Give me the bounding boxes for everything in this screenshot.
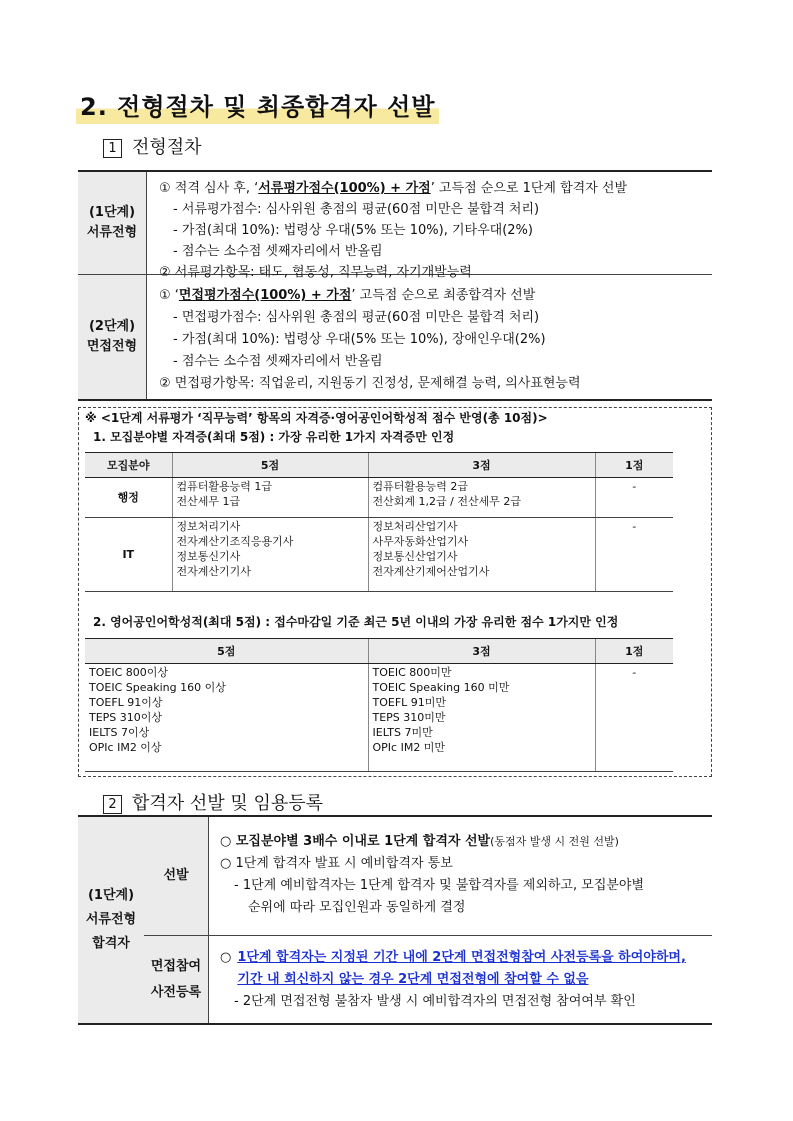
stage2-label-line2: 면접전형 [86, 339, 138, 354]
stage2-line5: ② 면접평가항목: 직업윤리, 지원동기 진정성, 문제해결 능력, 의사표현능력 [159, 376, 581, 391]
pre-registration-label [144, 936, 209, 1023]
lang-item: TOEIC 800이상 [89, 666, 168, 679]
stage1-line4: - 점수는 소수점 셋째자리에서 반올림 [173, 244, 383, 259]
lang-item: IELTS 7미만 [372, 726, 433, 739]
cert-item: 전자계산기제어산업기사 [372, 565, 490, 578]
cert-5pt-cell [172, 518, 368, 592]
subsection-label: 합격자 선발 및 임용등록 [132, 793, 324, 814]
cert-title: 1. 모집분야별 자격증(최대 5점) : 가장 유리한 1가지 자격증만 인정 [93, 430, 455, 444]
cert-header-field: 모집분야 [85, 453, 172, 478]
cert-item: 정보처리산업기사 [372, 520, 458, 533]
cert-item: 전산회계 1,2급 / 전산세무 2급 [372, 495, 521, 508]
stage1-line3: - 가점(최대 10%): 법령상 우대(5% 또는 10%), 기타우대(2%) [173, 223, 533, 238]
selection-content [220, 831, 706, 919]
stage1-passer-label [78, 817, 145, 1023]
subsection-label: 전형절차 [132, 137, 202, 158]
selection-registration-table [78, 815, 712, 1025]
stage1-score-formula: 서류평가점수(100%) + 가점 [258, 181, 431, 196]
lang-1pt-cell: - [595, 664, 673, 772]
selection-line4: 순위에 따라 모집인원과 동일하게 결정 [248, 900, 466, 915]
pre-registration-label-line2: 사전등록 [150, 984, 202, 1000]
cert-item: 전자계산기기사 [176, 565, 251, 578]
stage2-line2: - 면접평가점수: 심사위원 총점의 평균(60점 미만은 불합격 처리) [173, 310, 540, 325]
stage1-label-line1: (1단계) [88, 205, 136, 220]
selection-line3: - 1단계 예비합격자는 1단계 합격자 및 불합격자를 제외하고, 모집분야별 [234, 878, 645, 893]
stage1-label-line2: 서류전형 [86, 225, 138, 240]
stage2-line1: ① ‘면접평가점수(100%) + 가점’ 고득점 순으로 최종합격자 선발 [159, 288, 536, 303]
cert-1pt-cell: - [595, 518, 673, 592]
lang-item: OPIc IM2 이상 [89, 741, 162, 754]
cert-5pt-cell [172, 478, 368, 518]
row-divider [144, 935, 712, 936]
cert-header-row [85, 453, 673, 478]
stage2-line3: - 가점(최대 10%): 법령상 우대(5% 또는 10%), 장애인우대(2%) [173, 332, 546, 347]
lang-3pt-cell [368, 664, 595, 772]
cert-item: 정보통신기사 [176, 550, 241, 563]
lang-item: OPIc IM2 미만 [372, 741, 446, 754]
cert-1pt-cell: - [595, 478, 673, 518]
cert-table [85, 452, 673, 592]
lang-item: TOEFL 91미만 [372, 696, 447, 709]
bullet: ○ [220, 950, 232, 965]
pre-registration-warning-line1: 1단계 합격자는 지정된 기간 내에 2단계 면접전형참여 사전등록을 하여야하며, [237, 950, 686, 965]
lang-item: TEPS 310이상 [89, 711, 163, 724]
cert-3pt-cell [368, 478, 595, 518]
stage1-row [78, 172, 712, 280]
selection-line1 [220, 831, 706, 853]
stage1-line2: - 서류평가점수: 심사위원 총점의 평균(60점 미만은 불합격 처리) [173, 202, 540, 217]
stage2-line4: - 점수는 소수점 셋째자리에서 반올림 [173, 354, 383, 369]
pre-registration-warning-line2: 기간 내 회신하지 않는 경우 2단계 면접전형에 참여할 수 없음 [237, 972, 589, 987]
stage1-line5: ② 서류평가항목: 태도, 협동성, 직무능력, 자기개발능력 [159, 265, 472, 280]
cert-header-5pt: 5점 [172, 453, 368, 478]
cert-item: 사무자동화산업기사 [372, 535, 469, 548]
stage2-score-formula: 면접평가점수(100%) + 가점 [178, 288, 352, 303]
section-title: 2. 전형절차 및 최종합격자 선발 [76, 90, 439, 124]
cert-item: 정보통신산업기사 [372, 550, 458, 563]
subsection-number: 1 [103, 139, 122, 158]
note-header: ※ <1단계 서류평가 ‘직무능력’ 항목의 자격증·영어공인어학성적 점수 반영(총 10점)> [85, 411, 548, 425]
stage2-label-line1: (2단계) [88, 319, 136, 334]
selection-label [144, 817, 209, 935]
lang-header-3pt: 3점 [368, 639, 595, 664]
subsection-heading-2 [103, 792, 323, 816]
passer-label-line2: 서류전형 [85, 912, 137, 927]
cert-row-admin [85, 478, 673, 518]
lang-row [85, 664, 673, 772]
lang-header-5pt: 5점 [85, 639, 368, 664]
stage1-content [147, 172, 712, 280]
cert-field: 행정 [85, 478, 172, 518]
pre-registration-content [220, 947, 706, 1013]
lang-header-1pt: 1점 [595, 639, 673, 664]
stage2-row [78, 275, 712, 399]
lang-header-row [85, 639, 673, 664]
lang-item: TEPS 310미만 [372, 711, 446, 724]
selection-label-text: 선발 [163, 868, 189, 883]
stage1-line1: ① 적격 심사 후, ‘서류평가점수(100%) + 가점’ 고득점 순으로 1단계 합격자 선발 [159, 181, 628, 196]
stage2-label [78, 275, 147, 399]
lang-5pt-cell [85, 664, 368, 772]
passer-label-line1: (1단계) [87, 888, 135, 903]
cert-item: 컴퓨터활용능력 1급 [176, 480, 273, 493]
selection-rule-note: (동점자 발생 시 전원 선발) [490, 835, 619, 848]
cert-item: 전산세무 1급 [176, 495, 241, 508]
cert-3pt-cell [368, 518, 595, 592]
lang-item: TOEIC Speaking 160 미만 [372, 681, 510, 694]
pre-registration-label-line1: 면접참여 [150, 958, 202, 974]
cert-header-3pt: 3점 [368, 453, 595, 478]
lang-title: 2. 영어공인어학성적(최대 5점) : 접수마감일 기준 최근 5년 이내의 가장 유리한 점수 1가지만 인정 [93, 615, 619, 629]
subsection-number: 2 [103, 795, 122, 814]
cert-row-it [85, 518, 673, 592]
selection-rule: ○ 모집분야별 3배수 이내로 1단계 합격자 선발 [220, 834, 491, 849]
lang-table [85, 638, 673, 772]
cert-item: 전자계산기조직응용기사 [176, 535, 294, 548]
lang-item: TOEIC 800미만 [372, 666, 452, 679]
selection-procedure-table [78, 170, 712, 401]
cert-field: IT [85, 518, 172, 592]
cert-item: 컴퓨터활용능력 2급 [372, 480, 469, 493]
cert-item: 정보처리기사 [176, 520, 241, 533]
lang-item: TOEIC Speaking 160 이상 [89, 681, 226, 694]
stage2-content [147, 275, 712, 399]
cert-header-1pt: 1점 [595, 453, 673, 478]
subsection-heading-1 [103, 136, 202, 160]
selection-line2: ○ 1단계 합격자 발표 시 예비합격자 통보 [220, 856, 453, 871]
lang-item: IELTS 7이상 [89, 726, 150, 739]
passer-label-line3: 합격자 [92, 936, 130, 951]
stage1-label [78, 172, 147, 274]
lang-item: TOEFL 91이상 [89, 696, 163, 709]
score-note-box [78, 407, 712, 777]
pre-registration-line3: - 2단계 면접전형 불참자 발생 시 예비합격자의 면접전형 참여여부 확인 [234, 994, 636, 1009]
pre-registration-notice [220, 947, 706, 991]
